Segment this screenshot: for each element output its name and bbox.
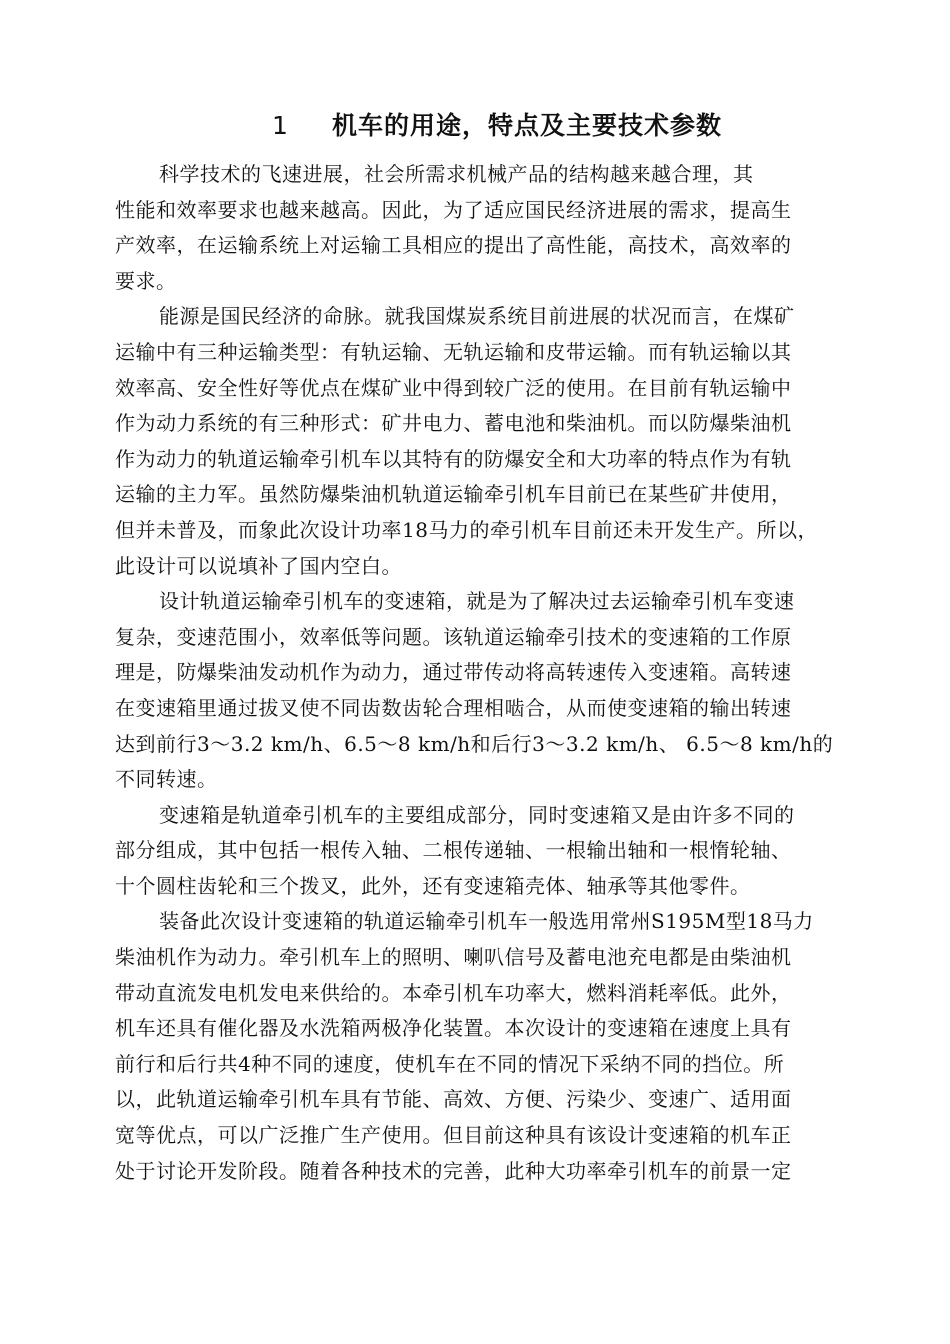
paragraph-line: 机车还具有催化器及水洗箱两极净化装置。本次设计的变速箱在速度上具有 [115, 1016, 792, 1041]
paragraph-line: 理是，防爆柴油发动机作为动力，通过带传动将高转速传入变速箱。高转速 [115, 660, 792, 685]
paragraph-line: 前行和后行共4种不同的速度，使机车在不同的情况下采纳不同的挡位。所 [115, 1051, 785, 1076]
paragraph-line: 性能和效率要求也越来越高。因此，为了适应国民经济进展的需求，提高生 [115, 197, 792, 222]
paragraph-line: 复杂，变速范围小，效率低等问题。该轨道运输牵引技术的变速箱的工作原 [115, 624, 792, 649]
paragraph-line: 处于讨论开发阶段。随着各种技术的完善，此种大功率牵引机车的前景一定 [115, 1158, 792, 1183]
paragraph-line: 产效率，在运输系统上对运输工具相应的提出了高性能，高技术，高效率的 [115, 233, 792, 258]
paragraph-line: 设计轨道运输牵引机车的变速箱，就是为了解决过去运输牵引机车变速 [159, 589, 795, 614]
body-text [115, 157, 860, 1189]
paragraph-line: 达到前行3～3.2 km/h、6.5～8 km/h和后行3～3.2 km/h、 6.5～8 km/h的 [115, 731, 834, 756]
paragraph [115, 299, 860, 584]
paragraph [115, 904, 860, 1189]
paragraph-line: 运输中有三种运输类型：有轨运输、无轨运输和皮带运输。而有轨运输以其 [115, 339, 792, 364]
paragraph-line: 要求。 [115, 268, 177, 293]
paragraph-line: 以，此轨道运输牵引机车具有节能、高效、方便、污染少、变速广、适用面 [115, 1087, 792, 1112]
paragraph-line: 但并未普及，而象此次设计功率18马力的牵引机车目前还未开发生产。所以， [115, 517, 818, 542]
section-heading [272, 106, 722, 142]
paragraph-line: 十个圆柱齿轮和三个拨叉，此外，还有变速箱壳体、轴承等其他零件。 [115, 873, 751, 898]
paragraph-line: 运输的主力军。虽然防爆柴油机轨道运输牵引机车目前已在某些矿井使用， [115, 482, 792, 507]
paragraph-line: 不同转速。 [115, 767, 218, 792]
section-number: 1 [272, 111, 289, 140]
paragraph-line: 科学技术的飞速进展，社会所需求机械产品的结构越来越合理，其 [159, 162, 754, 186]
paragraph-line: 装备此次设计变速箱的轨道运输牵引机车一般选用常州S195M型18马力 [159, 909, 814, 934]
paragraph-line: 部分组成，其中包括一根传入轴、二根传递轴、一根输出轴和一根惰轮轴、 [115, 838, 792, 863]
paragraph-line: 作为动力系统的有三种形式：矿井电力、蓄电池和柴油机。而以防爆柴油机 [115, 411, 792, 436]
paragraph-line: 作为动力的轨道运输牵引机车以其特有的防爆安全和大功率的特点作为有轨 [115, 446, 792, 471]
paragraph-line: 宽等优点，可以广泛推广生产使用。但目前这种具有该设计变速箱的机车正 [115, 1123, 792, 1148]
paragraph [115, 157, 860, 299]
paragraph-line: 带动直流发电机发电来供给的。本牵引机车功率大，燃料消耗率低。此外， [115, 980, 792, 1005]
paragraph-line: 效率高、安全性好等优点在煤矿业中得到较广泛的使用。在目前有轨运输中 [115, 375, 792, 400]
paragraph [115, 584, 860, 798]
paragraph-line: 变速箱是轨道牵引机车的主要组成部分，同时变速箱又是由许多不同的 [159, 802, 795, 827]
paragraph-line: 柴油机作为动力。牵引机车上的照明、喇叭信号及蓄电池充电都是由柴油机 [115, 945, 792, 970]
paragraph-line: 在变速箱里通过拔叉使不同齿数齿轮合理相啮合，从而使变速箱的输出转速 [115, 695, 792, 720]
paragraph-line: 能源是国民经济的命脉。就我国煤炭系统目前进展的状况而言，在煤矿 [159, 304, 795, 329]
section-title: 机车的用途，特点及主要技术参数 [332, 111, 723, 140]
paragraph [115, 798, 860, 905]
paragraph-line: 此设计可以说填补了国内空白。 [115, 553, 402, 578]
